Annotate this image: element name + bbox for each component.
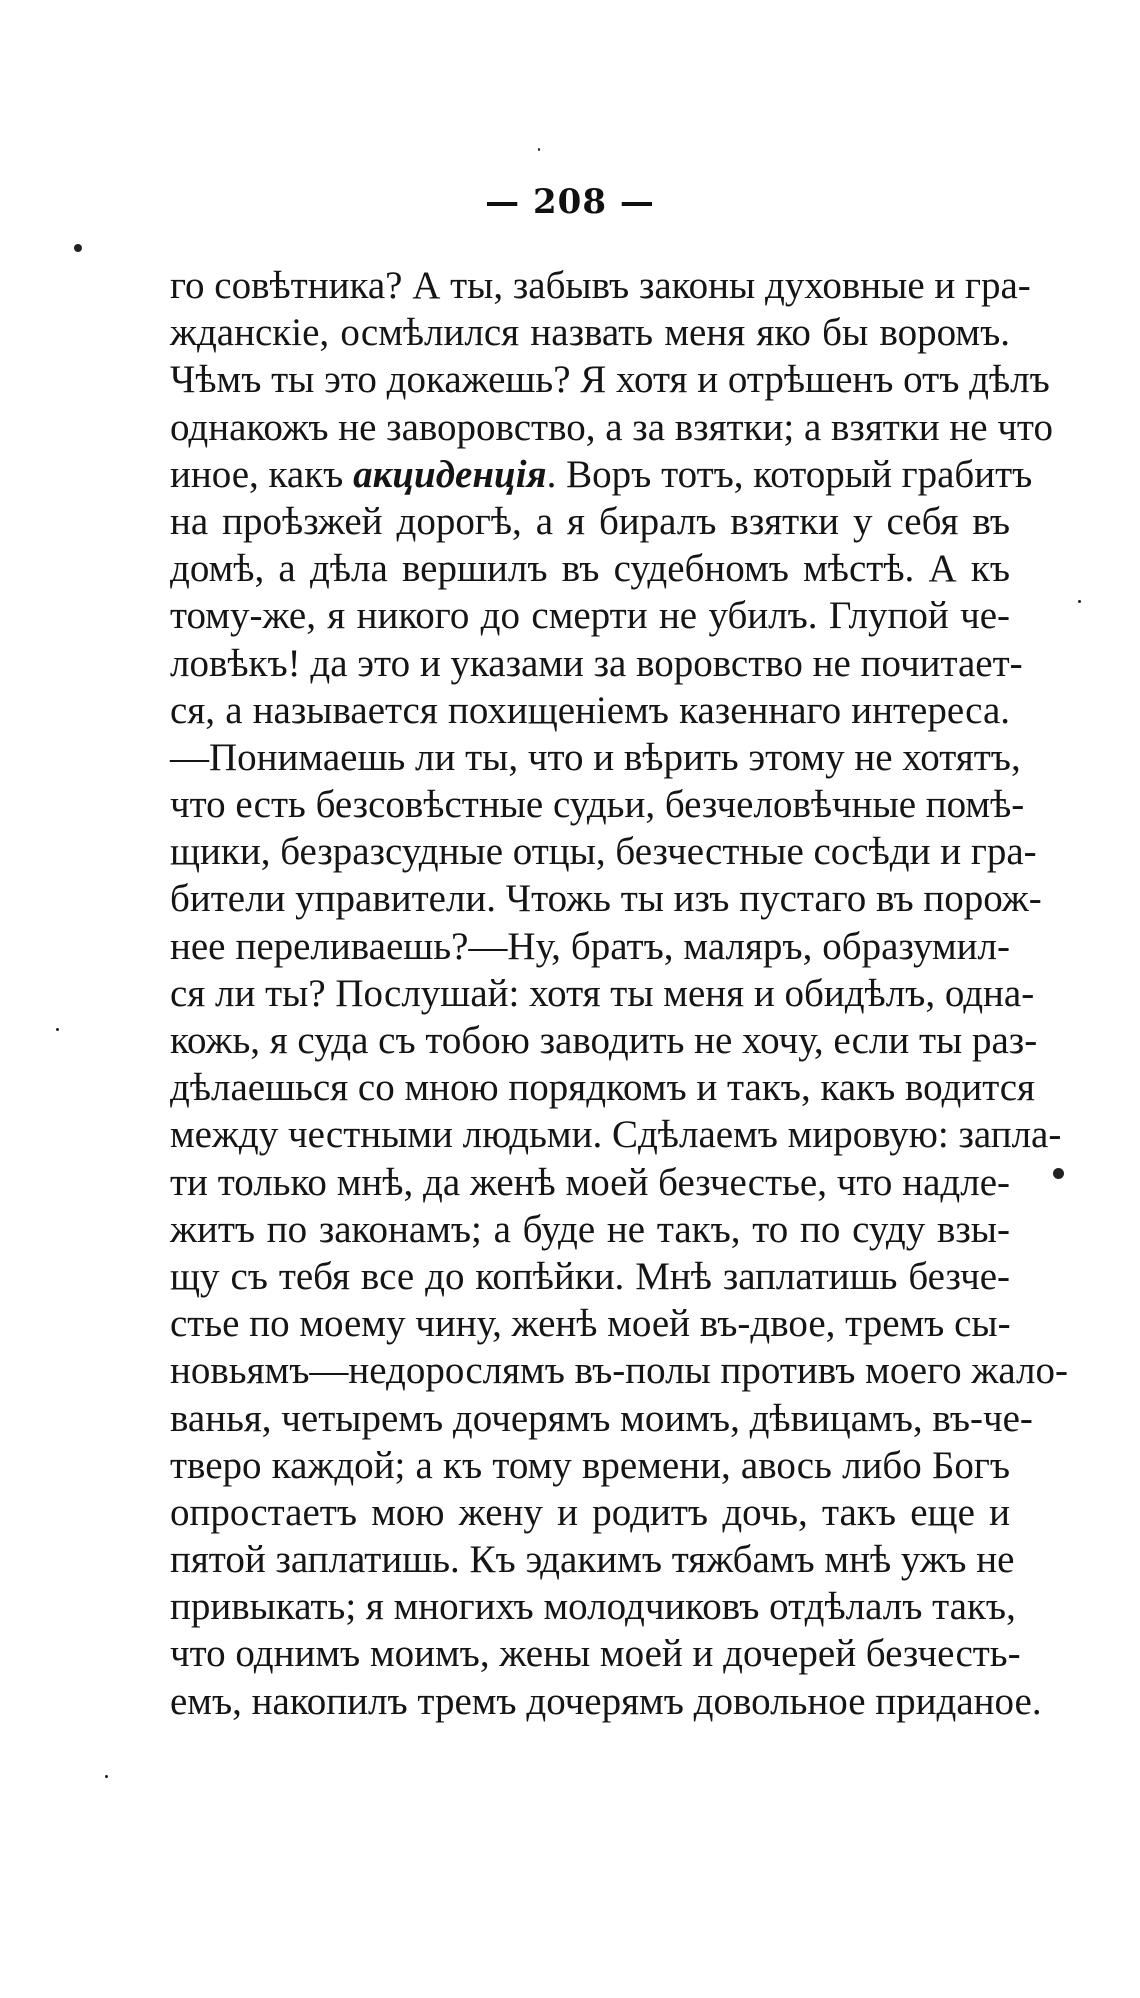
text-line: ванья, четыремъ дочерямъ моимъ, дѣвицамъ, въ-че- xyxy=(170,1396,1033,1440)
text-line: привыкать; я многихъ молодчиковъ отдѣлалъ такъ, xyxy=(170,1585,1016,1629)
text-line: тому-же, я никого до смерти не убилъ. Глупой че- xyxy=(170,594,1010,638)
print-speck xyxy=(56,1028,59,1031)
text-line: на проѣзжей дорогѣ, а я биралъ взятки у себя въ xyxy=(170,499,1010,543)
text-line: стье по моему чину, женѣ моей въ-двое, тремъ сы- xyxy=(170,1302,1011,1346)
body-text xyxy=(170,262,1068,1725)
print-speck xyxy=(105,1775,108,1778)
text-line: нее переливаешь?—Ну, братъ, маляръ, образумил- xyxy=(170,924,1010,968)
print-speck xyxy=(1078,600,1081,603)
italic-term: акциденція xyxy=(353,452,547,496)
text-line: емъ, накопилъ тремъ дочерямъ довольное приданое. xyxy=(170,1679,1042,1723)
text-line: новьямъ—недорослямъ въ-полы противъ моего жало- xyxy=(170,1349,1068,1393)
text-line: ти только мнѣ, да женѣ моей безчестье, что надле- xyxy=(170,1160,1010,1204)
text-line: между честными людьми. Сдѣлаемъ мировую: запла- xyxy=(170,1113,1062,1157)
print-speck xyxy=(538,148,540,151)
text-line: тверо каждой; а къ тому времени, авось либо Богъ xyxy=(170,1443,1010,1487)
text-line: ловѣкъ! да это и указами за воровство не почитает- xyxy=(170,641,1023,685)
text-line: что однимъ моимъ, жены моей и дочерей безчесть- xyxy=(170,1632,1021,1676)
text-segment: . Воръ тотъ, который грабитъ xyxy=(546,452,1033,496)
text-segment: иное, какъ xyxy=(170,452,354,496)
page-number: — 208 — xyxy=(485,182,655,222)
text-line: ся, а называется похищеніемъ казеннаго интереса. xyxy=(170,688,1010,732)
text-line: опростаетъ мою жену и родитъ дочь, такъ еще и xyxy=(170,1490,1010,1534)
text-line: кожь, я суда съ тобою заводить не хочу, если ты раз- xyxy=(170,1019,1038,1062)
print-speck xyxy=(1053,1168,1064,1179)
text-line: щу съ тебя все до копѣйки. Мнѣ заплатишь безче- xyxy=(170,1254,1010,1298)
text-line: пятой заплатишь. Къ эдакимъ тяжбамъ мнѣ ужъ не xyxy=(170,1538,1015,1582)
text-line: ся ли ты? Послушай: хотя ты меня и обидѣлъ, одна- xyxy=(170,971,1035,1015)
text-line: бители управители. Чтожь ты изъ пустаго въ порож- xyxy=(170,877,1042,921)
text-line: —Понимаешь ли ты, что и вѣрить этому не хотятъ, xyxy=(170,735,1021,779)
text-line: дѣлаешься со мною порядкомъ и такъ, какъ водится xyxy=(170,1066,1035,1110)
text-line: житъ по законамъ; а буде не такъ, то по суду взы- xyxy=(170,1207,1010,1251)
text-line: домѣ, а дѣла вершилъ въ судебномъ мѣстѣ. А къ xyxy=(170,547,1010,591)
text-line xyxy=(170,451,1033,498)
text-line: что есть безсовѣстные судьи, безчеловѣчные помѣ- xyxy=(170,783,1025,827)
text-line: однакожъ не заворовство, а за взятки; а взятки не что xyxy=(170,405,1053,449)
print-speck xyxy=(74,244,82,252)
text-line: щики, безразсудные отцы, безчестные сосѣди и гра- xyxy=(170,830,1037,874)
text-line: го совѣтника? А ты, забывъ законы духовные и гра- xyxy=(170,264,1031,307)
text-line: жданскіе, осмѣлился назвать меня яко бы воромъ. xyxy=(170,311,1010,355)
text-line: Чѣмъ ты это докажешь? Я хотя и отрѣшенъ отъ дѣлъ xyxy=(170,358,1050,402)
